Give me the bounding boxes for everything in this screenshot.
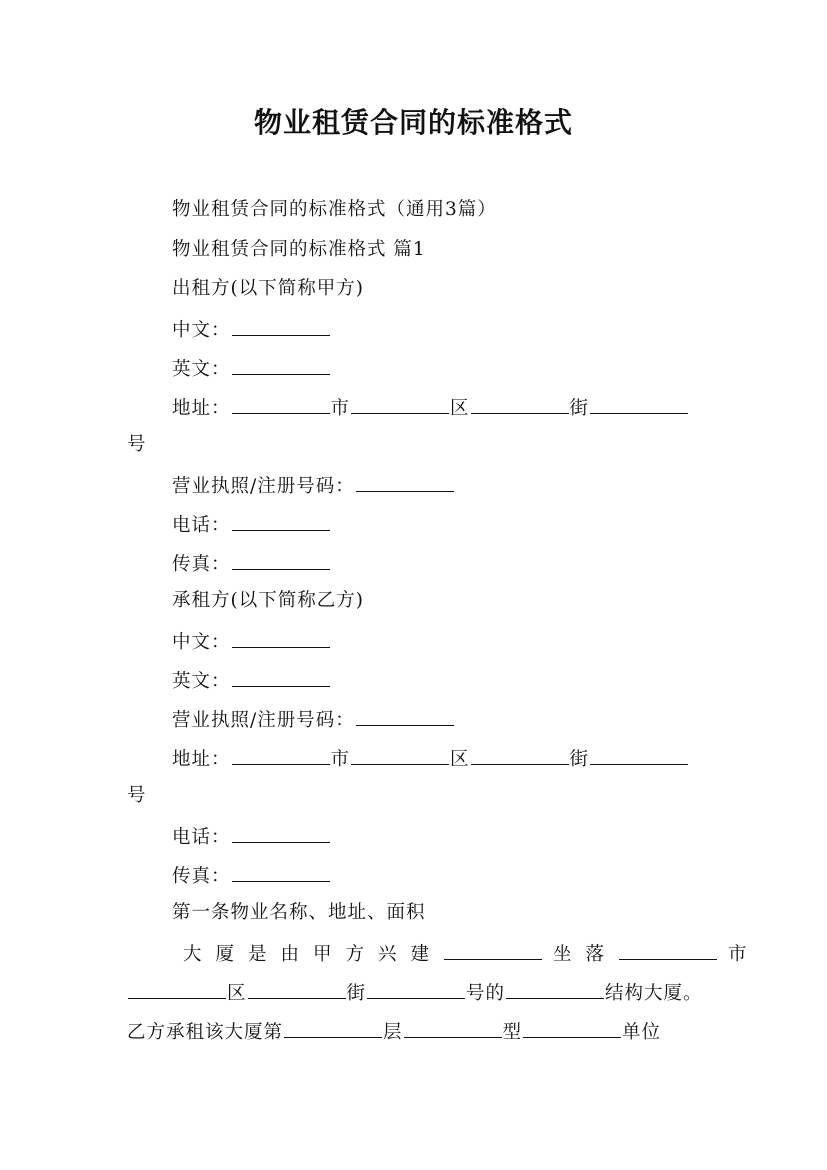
para-text: 街 (346, 983, 367, 1004)
blank-field (248, 978, 346, 999)
para-text: 大厦是由甲方兴建 (183, 944, 444, 965)
blank-field (523, 1017, 621, 1038)
blank-field (232, 861, 330, 882)
city-label: 市 (330, 749, 351, 770)
blank-field (356, 471, 454, 492)
lessor-heading: 出租方(以下简称甲方) (172, 278, 364, 299)
lessee-address-line (172, 744, 689, 773)
section-heading: 物业租赁合同的标准格式 篇1 (172, 239, 426, 260)
para-text: 层 (383, 1022, 403, 1043)
chinese-label: 中文： (172, 632, 231, 653)
blank-field (590, 393, 688, 414)
phone-label: 电话： (172, 515, 231, 536)
blank-field (232, 354, 330, 375)
para-text: 型 (502, 1022, 523, 1043)
lessor-fax-line (172, 549, 331, 578)
lessor-phone-line (172, 510, 331, 539)
paragraph-line-1 (183, 939, 748, 968)
district-label: 区 (450, 398, 470, 419)
lessee-fax-line (172, 861, 331, 890)
document-title: 物业租赁合同的标准格式 (253, 106, 573, 139)
blank-field (128, 978, 226, 999)
blank-field (619, 939, 717, 960)
english-label: 英文： (172, 671, 231, 692)
para-text: 区 (227, 983, 247, 1004)
para-text: 结构大厦。 (605, 983, 703, 1004)
blank-field (471, 744, 569, 765)
para-text: 号的 (466, 983, 506, 1004)
para-text: 坐落 (553, 944, 619, 965)
blank-field (351, 744, 449, 765)
street-label: 街 (569, 398, 590, 419)
blank-field (356, 705, 454, 726)
blank-field (232, 666, 330, 687)
lessor-license-line (172, 471, 455, 500)
blank-field (590, 744, 688, 765)
para-text: 市 (728, 944, 748, 965)
district-label: 区 (450, 749, 470, 770)
blank-field (232, 393, 330, 414)
lessor-chinese-line (172, 315, 331, 344)
blank-field (232, 627, 330, 648)
blank-field (444, 939, 542, 960)
license-label: 营业执照/注册号码： (172, 476, 355, 497)
fax-label: 传真： (172, 866, 231, 887)
lessor-address-line (172, 393, 689, 422)
license-label: 营业执照/注册号码： (172, 710, 355, 731)
address-label: 地址： (172, 398, 231, 419)
para-text: 乙方承租该大厦第 (127, 1022, 284, 1043)
para-text: 单位 (622, 1022, 662, 1043)
paragraph-line-2 (127, 978, 703, 1007)
blank-field (404, 1017, 502, 1038)
lessor-english-line (172, 354, 331, 383)
city-label: 市 (330, 398, 351, 419)
blank-field (367, 978, 465, 999)
blank-field (232, 315, 330, 336)
blank-field (232, 510, 330, 531)
lessee-english-line (172, 666, 331, 695)
number-label: 号 (127, 434, 147, 455)
subtitle: 物业租赁合同的标准格式（通用3篇） (172, 199, 497, 220)
lessee-phone-line (172, 822, 331, 851)
blank-field (351, 393, 449, 414)
blank-field (232, 822, 330, 843)
street-label: 街 (569, 749, 590, 770)
blank-field (232, 549, 330, 570)
chinese-label: 中文： (172, 320, 231, 341)
paragraph-line-3 (127, 1017, 661, 1046)
fax-label: 传真： (172, 554, 231, 575)
blank-field (232, 744, 330, 765)
lessee-chinese-line (172, 627, 331, 656)
blank-field (471, 393, 569, 414)
english-label: 英文： (172, 359, 231, 380)
lessee-license-line (172, 705, 455, 734)
lessee-heading: 承租方(以下简称乙方) (172, 590, 364, 611)
article-heading: 第一条物业名称、地址、面积 (172, 902, 426, 923)
blank-field (284, 1017, 382, 1038)
blank-field (506, 978, 604, 999)
number-label: 号 (127, 785, 147, 806)
address-label: 地址： (172, 749, 231, 770)
phone-label: 电话： (172, 827, 231, 848)
